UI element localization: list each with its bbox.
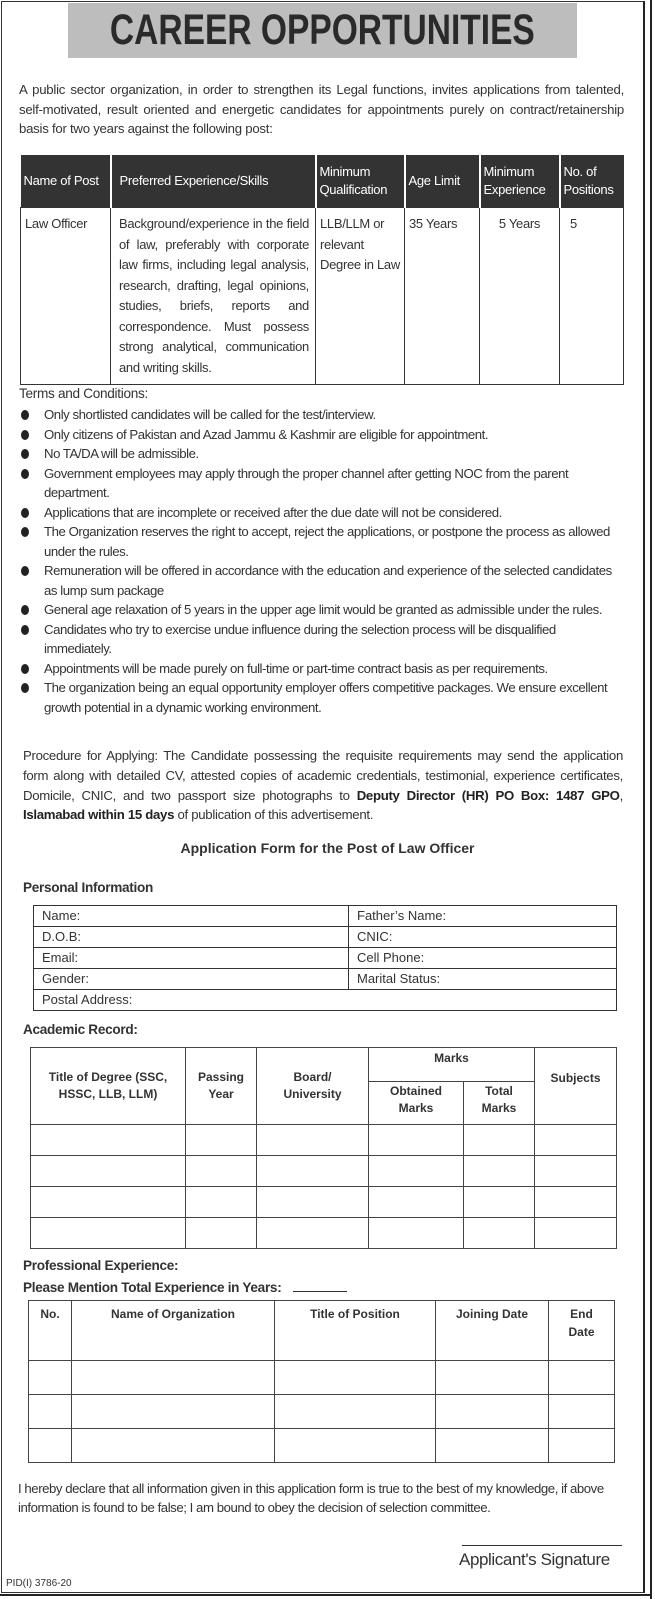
- subjects-input[interactable]: [535, 1187, 617, 1218]
- bullet-icon: [21, 449, 29, 459]
- name-field[interactable]: Name:: [34, 906, 349, 927]
- header-passing-year: Passing Year: [186, 1048, 257, 1125]
- terms-heading: Terms and Conditions:: [19, 386, 148, 401]
- board-input[interactable]: [257, 1218, 369, 1249]
- header-organization: Name of Organization: [72, 1301, 275, 1361]
- professional-experience-heading: Professional Experience:: [23, 1258, 179, 1273]
- page-title: CAREER OPPORTUNITIES: [110, 6, 535, 54]
- year-input[interactable]: [186, 1187, 257, 1218]
- cnic-field[interactable]: CNIC:: [349, 927, 617, 948]
- academic-record-heading: Academic Record:: [23, 1022, 138, 1037]
- year-input[interactable]: [186, 1156, 257, 1187]
- header-obtained-marks: Obtained Marks: [369, 1082, 464, 1125]
- board-input[interactable]: [257, 1156, 369, 1187]
- header-degree: Title of Degree (SSC, HSSC, LLB, LLM): [31, 1048, 186, 1125]
- no-input[interactable]: [29, 1429, 72, 1463]
- joining-date-input[interactable]: [436, 1361, 549, 1395]
- subjects-input[interactable]: [535, 1156, 617, 1187]
- table-row: [34, 948, 617, 969]
- terms-item: No TA/DA will be admissible.: [19, 444, 625, 464]
- table-row: [34, 969, 617, 990]
- cell-age-limit: 35 Years: [405, 208, 480, 385]
- no-input[interactable]: [29, 1395, 72, 1429]
- bullet-icon: [21, 410, 29, 420]
- academic-row: [31, 1218, 617, 1249]
- experience-row: [29, 1361, 615, 1395]
- subjects-input[interactable]: [535, 1218, 617, 1249]
- organization-input[interactable]: [72, 1361, 275, 1395]
- cell-post: Law Officer: [21, 208, 111, 385]
- header-total-marks: Total Marks: [464, 1082, 535, 1125]
- header-name-of-post: Name of Post: [21, 155, 111, 208]
- email-field[interactable]: Email:: [34, 948, 349, 969]
- academic-header-row: [31, 1048, 617, 1082]
- header-board: Board/ University: [257, 1048, 369, 1125]
- board-input[interactable]: [257, 1125, 369, 1156]
- year-input[interactable]: [186, 1218, 257, 1249]
- academic-row: [31, 1187, 617, 1218]
- bullet-icon: [21, 625, 29, 635]
- table-row: [34, 906, 617, 927]
- terms-item: Only shortlisted candidates will be called for the test/interview.: [19, 405, 625, 425]
- terms-item: Government employees may apply through the proper channel after getting NOC from the parent department.: [19, 464, 625, 503]
- total-input[interactable]: [464, 1125, 535, 1156]
- signature-line[interactable]: [462, 1545, 622, 1546]
- bullet-icon: [21, 683, 29, 693]
- procedure-address: Deputy Director (HR) PO Box: 1487 GPO: [356, 787, 620, 803]
- total-experience-input[interactable]: [293, 1277, 347, 1292]
- joining-date-input[interactable]: [436, 1429, 549, 1463]
- header-joining-date: Joining Date: [436, 1301, 549, 1361]
- title-banner: [68, 3, 577, 58]
- degree-input[interactable]: [31, 1218, 186, 1249]
- header-experience: Minimum Experience: [480, 155, 560, 208]
- terms-item: Candidates who try to exercise undue influence during the selection process will be disqualified immediately.: [19, 620, 625, 659]
- header-qualification: Minimum Qualification: [316, 155, 405, 208]
- table-row: [21, 208, 624, 385]
- terms-item: The Organization reserves the right to accept, reject the applications, or postpone the process as allowed under the rules.: [19, 522, 625, 561]
- procedure-paragraph: Procedure for Applying: The Candidate possessing the requisite requirements may send the application form along with detailed CV, attested copies of academic credentials, testimonial, experience certificates, Domicile, CNIC, and two passport size photographs to Deputy Director (HR) PO Box: 1487 GPO, Islamabad within 15 days of publication of this advertisement.: [23, 748, 623, 823]
- procedure-deadline: Islamabad within 15 days: [23, 807, 175, 823]
- year-input[interactable]: [186, 1125, 257, 1156]
- degree-input[interactable]: [31, 1187, 186, 1218]
- personal-info-heading: Personal Information: [23, 880, 153, 895]
- position-input[interactable]: [275, 1429, 436, 1463]
- publication-id: PID(I) 3786-20: [6, 1578, 72, 1589]
- job-table: [20, 155, 624, 385]
- organization-input[interactable]: [72, 1395, 275, 1429]
- page-border-bottom: [0, 1594, 652, 1596]
- academic-row: [31, 1156, 617, 1187]
- header-position: Title of Position: [275, 1301, 436, 1361]
- experience-header-row: [29, 1301, 615, 1361]
- end-date-input[interactable]: [549, 1361, 615, 1395]
- declaration-text: I hereby declare that all information given in this application form is true to the best of my knowledge, if above information is found to be false; I am bound to obey the decision of selection committee.: [18, 1481, 604, 1515]
- total-input[interactable]: [464, 1156, 535, 1187]
- table-row: [34, 990, 617, 1011]
- postal-address-field[interactable]: Postal Address:: [34, 990, 617, 1011]
- end-date-input[interactable]: [549, 1429, 615, 1463]
- marital-status-field[interactable]: Marital Status:: [349, 969, 617, 990]
- signature-label: Applicant's Signature: [459, 1550, 610, 1569]
- personal-info-table: [33, 905, 617, 1011]
- terms-item: Applications that are incomplete or received after the due date will not be considered.: [19, 503, 625, 523]
- cell-positions: 5: [560, 208, 624, 385]
- bullet-icon: [21, 566, 29, 576]
- subjects-input[interactable]: [535, 1125, 617, 1156]
- obtained-input[interactable]: [369, 1218, 464, 1249]
- experience-row: [29, 1429, 615, 1463]
- obtained-input[interactable]: [369, 1125, 464, 1156]
- terms-item: The organization being an equal opportunity employer offers competitive packages. We ensure excellent growth potential in a dynamic working environment.: [19, 678, 625, 717]
- professional-experience-table: [28, 1300, 615, 1463]
- obtained-input[interactable]: [369, 1187, 464, 1218]
- organization-input[interactable]: [72, 1429, 275, 1463]
- bullet-icon: [21, 664, 29, 674]
- bullet-icon: [21, 469, 29, 479]
- cell-skills: Background/experience in the field of law, preferably with corporate law firms, including legal analysis, research, drafting, legal opinions, studies, briefs, reports and correspondence. Must possess strong analytical, communication and writing skills.: [111, 208, 316, 385]
- intro-paragraph: A public sector organization, in order to strengthen its Legal functions, invites applications from talented, self-motivated, result oriented and energetic candidates for appointments purely on contract/retainership basis for two years against the following post:: [19, 82, 624, 136]
- header-age-limit: Age Limit: [405, 155, 480, 208]
- no-input[interactable]: [29, 1361, 72, 1395]
- obtained-input[interactable]: [369, 1156, 464, 1187]
- end-date-input[interactable]: [549, 1395, 615, 1429]
- dob-field[interactable]: D.O.B:: [34, 927, 349, 948]
- total-input[interactable]: [464, 1218, 535, 1249]
- page-border-outer: [650, 0, 652, 1599]
- joining-date-input[interactable]: [436, 1395, 549, 1429]
- academic-row: [31, 1125, 617, 1156]
- position-input[interactable]: [275, 1395, 436, 1429]
- header-skills: Preferred Experience/Skills: [111, 155, 316, 208]
- experience-prompt: Please Mention Total Experience in Years:: [23, 1277, 347, 1295]
- gender-field[interactable]: Gender:: [34, 969, 349, 990]
- header-marks: Marks: [369, 1048, 535, 1082]
- degree-input[interactable]: [31, 1156, 186, 1187]
- cell-experience: 5 Years: [480, 208, 560, 385]
- terms-item: Appointments will be made purely on full-time or part-time contract basis as per requirements.: [19, 659, 625, 679]
- bullet-icon: [21, 430, 29, 440]
- header-end-date: End Date: [549, 1301, 615, 1361]
- header-no: No.: [29, 1301, 72, 1361]
- terms-item: General age relaxation of 5 years in the upper age limit would be granted as admissible under the rules.: [19, 600, 625, 620]
- total-input[interactable]: [464, 1187, 535, 1218]
- job-table-header: [21, 155, 624, 208]
- father-name-field[interactable]: Father’s Name:: [349, 906, 617, 927]
- academic-record-table: [30, 1047, 617, 1249]
- table-row: [34, 927, 617, 948]
- position-input[interactable]: [275, 1361, 436, 1395]
- experience-row: [29, 1395, 615, 1429]
- cell-phone-field[interactable]: Cell Phone:: [349, 948, 617, 969]
- header-subjects: Subjects: [535, 1048, 617, 1125]
- terms-list: [19, 405, 625, 717]
- bullet-icon: [21, 605, 29, 615]
- degree-input[interactable]: [31, 1125, 186, 1156]
- bullet-icon: [21, 527, 29, 537]
- terms-item: Remuneration will be offered in accordance with the education and experience of the selected candidates as lump sum package: [19, 561, 625, 600]
- cell-qualification: LLB/LLM or relevant Degree in Law: [316, 208, 405, 385]
- board-input[interactable]: [257, 1187, 369, 1218]
- header-positions: No. of Positions: [560, 155, 624, 208]
- form-title: Application Form for the Post of Law Officer: [180, 840, 475, 856]
- terms-item: Only citizens of Pakistan and Azad Jammu & Kashmir are eligible for appointment.: [19, 425, 625, 445]
- bullet-icon: [21, 508, 29, 518]
